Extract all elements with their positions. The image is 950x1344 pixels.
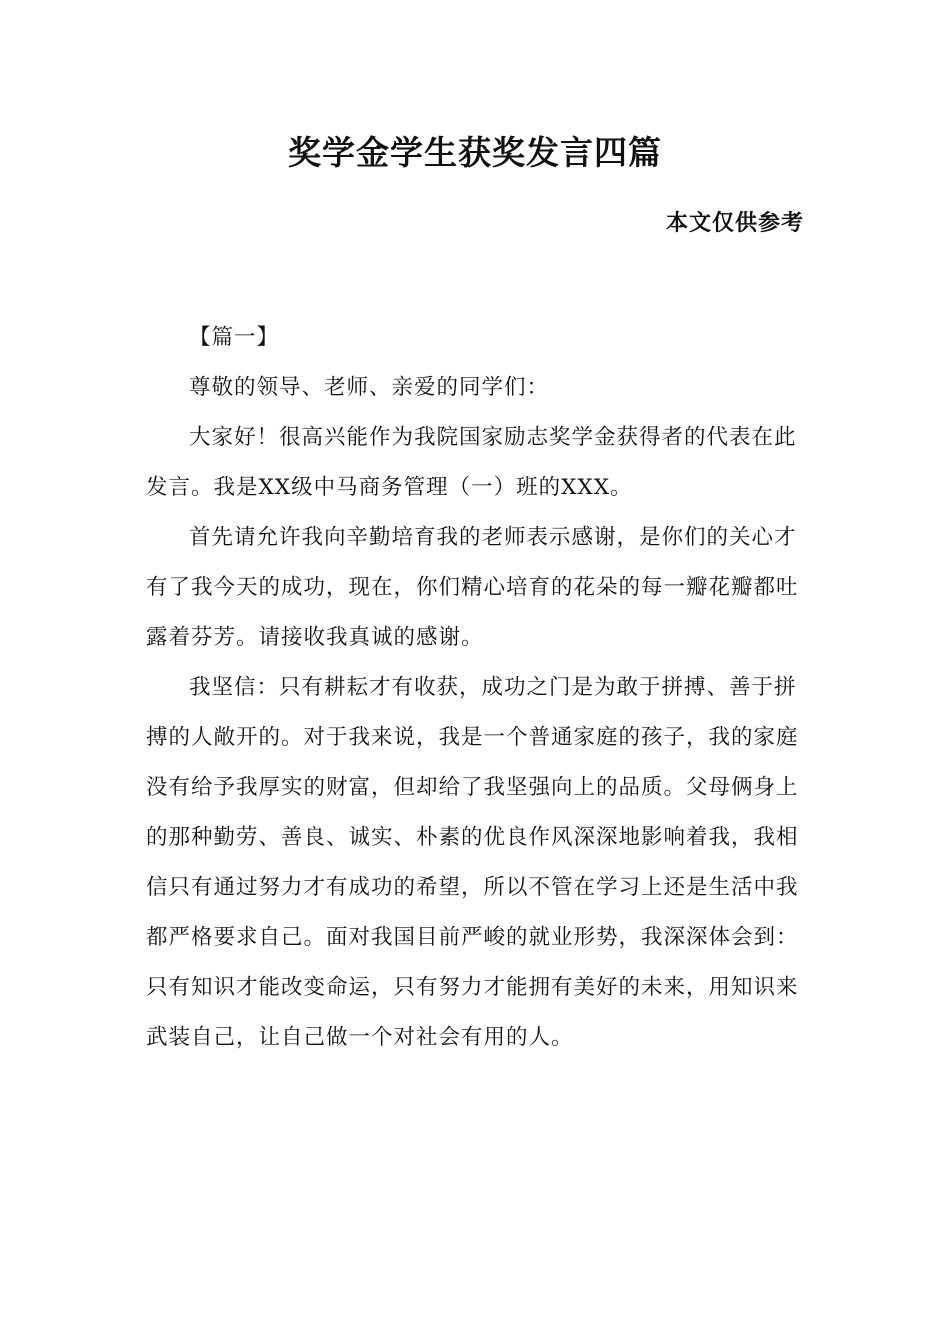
- document-body: [146, 313, 800, 1063]
- paragraph-belief: 我坚信：只有耕耘才有收获，成功之门是为敢于拼搏、善于拼搏的人敞开的。对于我来说，我是一个普通家庭的孩子，我的家庭没有给予我厚实的财富，但却给了我坚强向上的品质。父母俩身上的那种勤劳、善良、诚实、朴素的优良作风深深地影响着我，我相信只有通过努力才有成功的希望，所以不管在学习上还是生活中我都严格要求自己。面对我国目前严峻的就业形势，我深深体会到：只有知识才能改变命运，只有努力才能拥有美好的未来，用知识来武装自己，让自己做一个对社会有用的人。: [146, 675, 799, 1050]
- paragraph-intro: 大家好！很高兴能作为我院国家励志奖学金获得者的代表在此发言。我是XX级中马商务管理（一）班的XXX。: [146, 425, 797, 500]
- paragraph-salutation: 尊敬的领导、老师、亲爱的同学们：: [189, 375, 550, 400]
- document-subtitle: 本文仅供参考: [665, 210, 804, 236]
- document-title: 奖学金学生获奖发言四篇: [288, 133, 662, 172]
- section-label: 【篇一】: [189, 325, 280, 350]
- paragraph-thanks: 首先请允许我向辛勤培育我的老师表示感谢，是你们的关心才有了我今天的成功，现在，你们精心培育的花朵的每一瓣花瓣都吐露着芬芳。请接收我真诚的感谢。: [146, 525, 799, 650]
